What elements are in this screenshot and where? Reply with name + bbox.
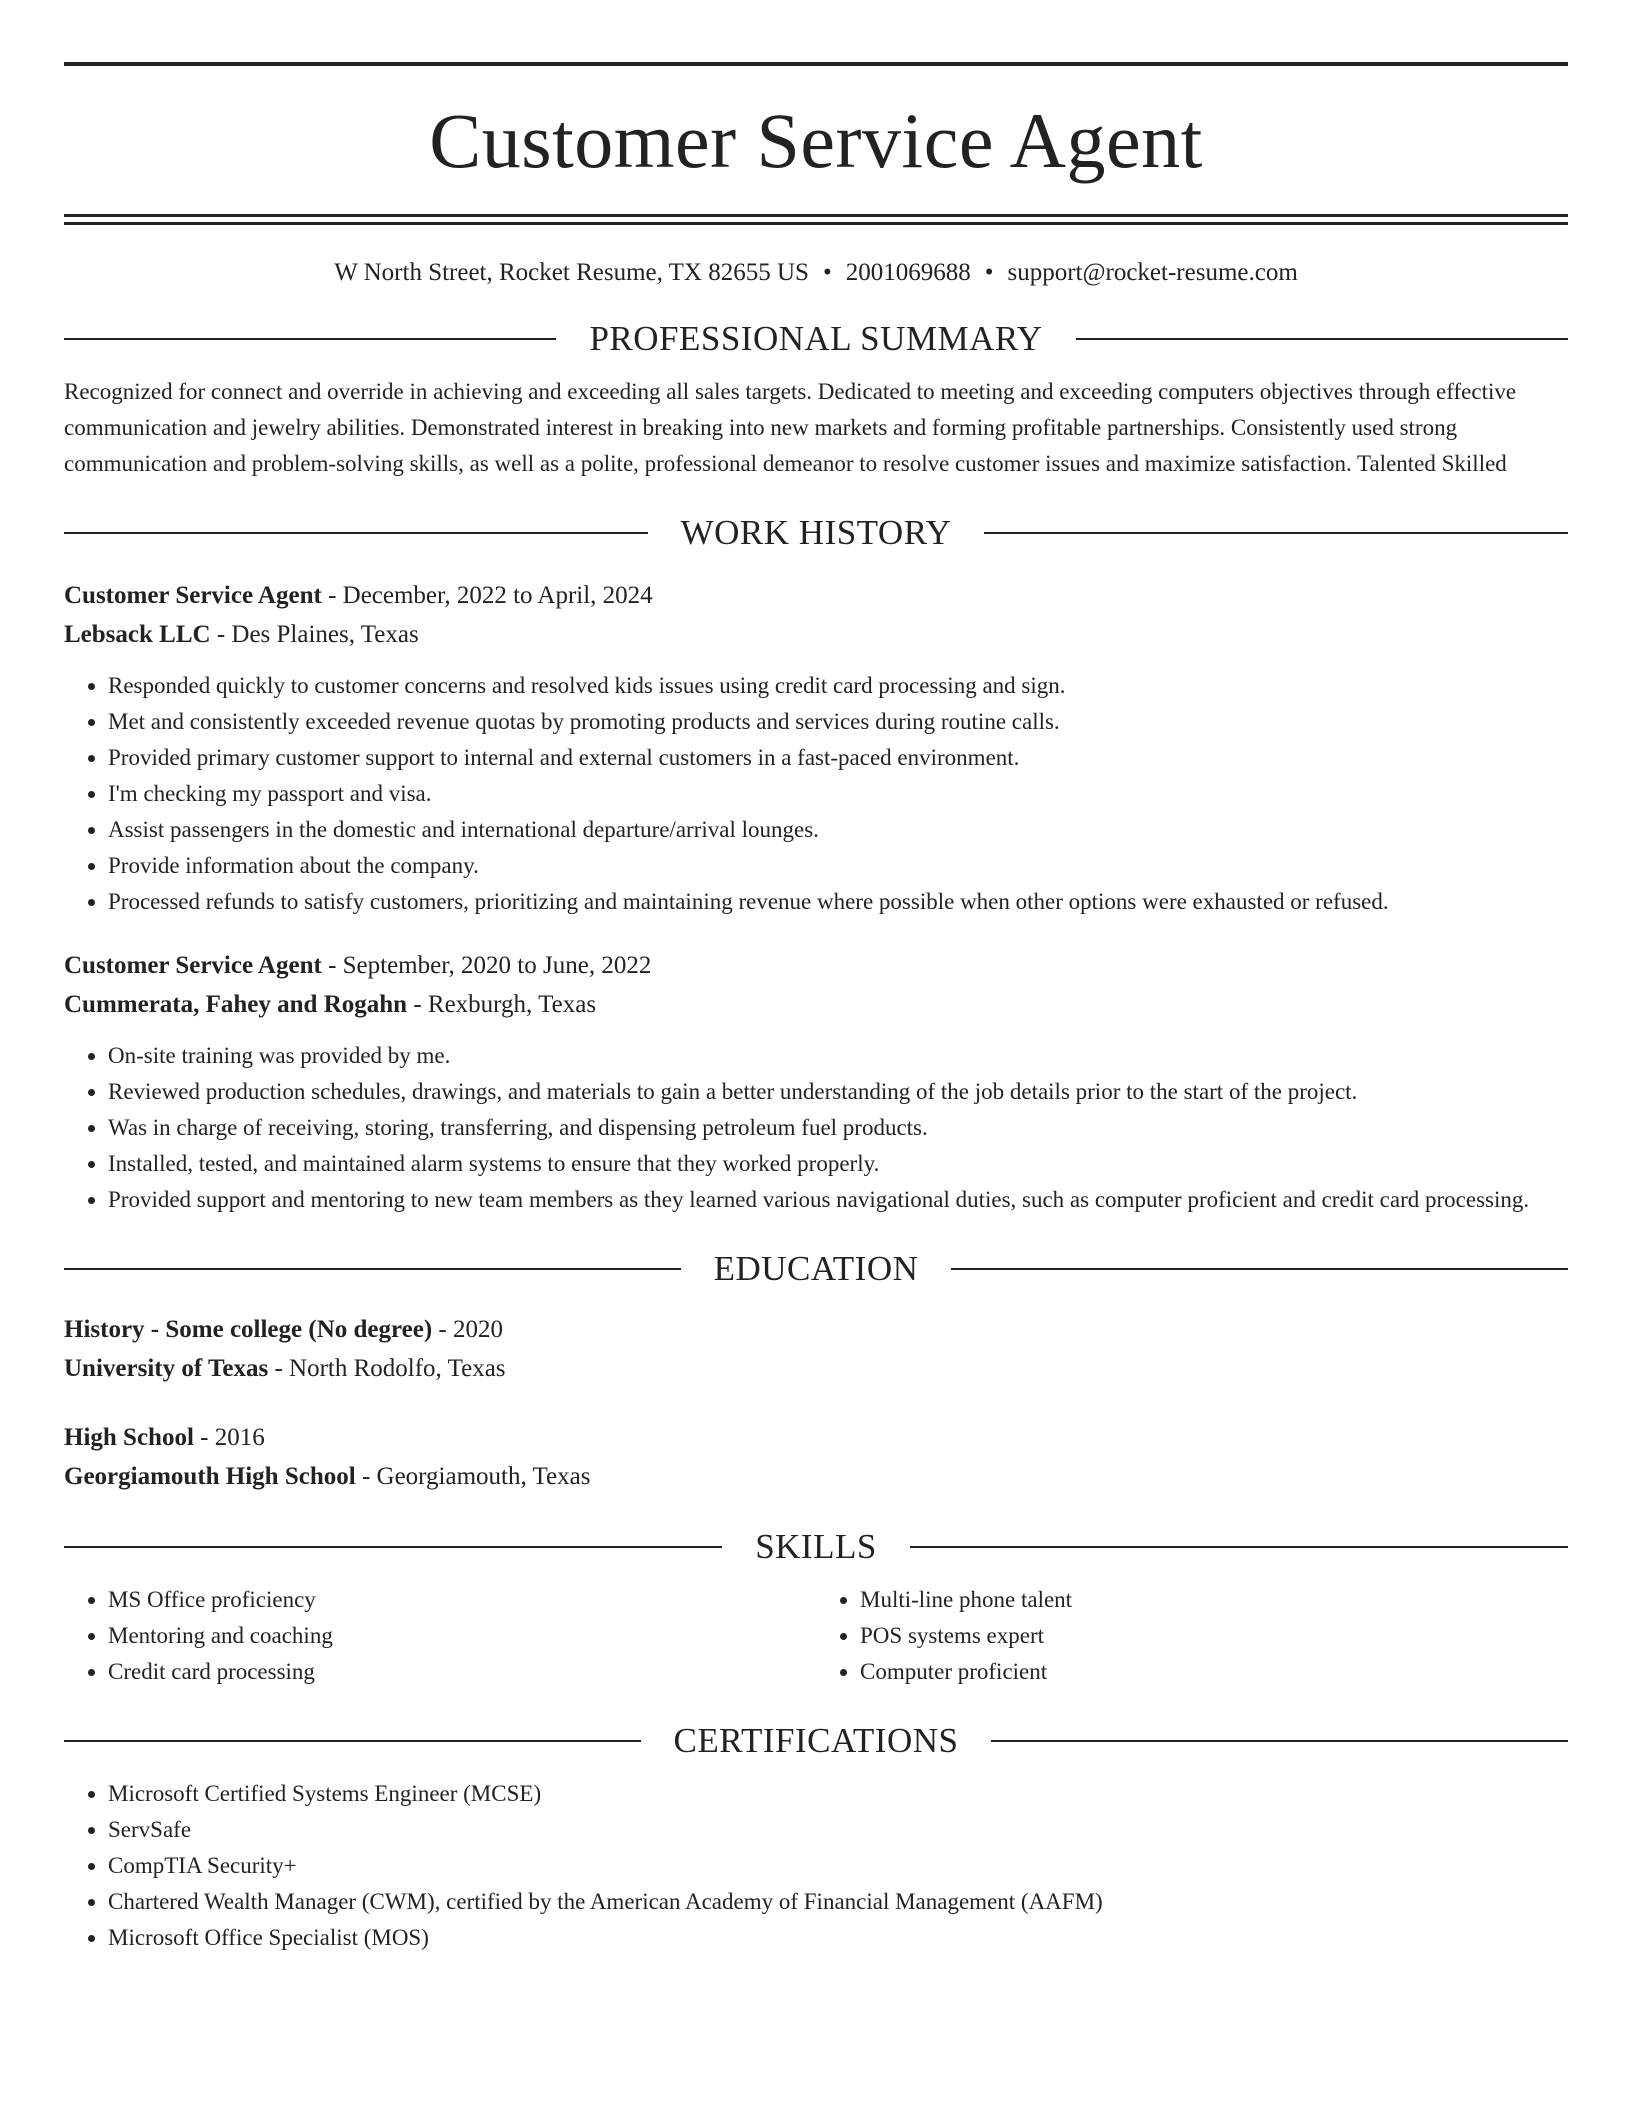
skill-item: • Multi-line phone talent bbox=[860, 1582, 1568, 1618]
job-entry bbox=[64, 946, 1568, 1218]
job-company-line bbox=[64, 985, 1568, 1024]
section-title: EDUCATION bbox=[713, 1249, 919, 1288]
education-school-line bbox=[64, 1349, 1568, 1388]
section-header-skills bbox=[64, 1526, 1568, 1568]
education-degree-line bbox=[64, 1418, 1568, 1457]
contact-line bbox=[64, 258, 1568, 288]
job-bullet: • Provided support and mentoring to new team members as they learned various navigational duties, such as computer proficient and credit card processing. bbox=[108, 1182, 1568, 1218]
certification-item: • Microsoft Office Specialist (MOS) bbox=[108, 1920, 1568, 1956]
contact-separator: • bbox=[984, 259, 994, 286]
education-year: - 2016 bbox=[200, 1424, 265, 1451]
section-header-summary bbox=[64, 318, 1568, 360]
job-company: Lebsack LLC bbox=[64, 621, 211, 648]
job-bullet: • Responded quickly to customer concerns and resolved kids issues using credit card processing and sign. bbox=[108, 668, 1568, 704]
job-location: - Des Plaines, Texas bbox=[216, 621, 419, 648]
education-school-line bbox=[64, 1457, 1568, 1496]
skill-item: • Credit card processing bbox=[108, 1654, 816, 1690]
job-bullets bbox=[64, 1038, 1568, 1218]
section-rule bbox=[64, 1740, 641, 1742]
job-entry bbox=[64, 576, 1568, 920]
contact-phone: 2001069688 bbox=[845, 259, 971, 286]
section-rule bbox=[1076, 338, 1568, 340]
section-header-education bbox=[64, 1248, 1568, 1290]
education-school: University of Texas bbox=[64, 1355, 269, 1382]
job-location: - Rexburgh, Texas bbox=[413, 991, 597, 1018]
job-company-line bbox=[64, 615, 1568, 654]
section-rule bbox=[951, 1268, 1568, 1270]
skills-column-left bbox=[64, 1582, 816, 1690]
job-title: Customer Service Agent bbox=[64, 582, 322, 609]
skills-list bbox=[64, 1582, 1568, 1690]
job-bullet: • Reviewed production schedules, drawings, and materials to gain a better understanding of the job details prior to the start of the project. bbox=[108, 1074, 1568, 1110]
skill-item: • Mentoring and coaching bbox=[108, 1618, 816, 1654]
job-bullet: • Provide information about the company. bbox=[108, 848, 1568, 884]
certification-item: • Chartered Wealth Manager (CWM), certified by the American Academy of Financial Management (AAFM) bbox=[108, 1884, 1568, 1920]
contact-separator: • bbox=[822, 259, 832, 286]
job-title-line bbox=[64, 946, 1568, 985]
job-title-line bbox=[64, 576, 1568, 615]
section-rule bbox=[64, 1268, 681, 1270]
job-company: Cummerata, Fahey and Rogahn bbox=[64, 991, 408, 1018]
certification-item: • Microsoft Certified Systems Engineer (MCSE) bbox=[108, 1776, 1568, 1812]
section-title: WORK HISTORY bbox=[680, 513, 952, 552]
job-bullets bbox=[64, 668, 1568, 920]
job-title: Customer Service Agent bbox=[64, 952, 322, 979]
education-entry bbox=[64, 1418, 1568, 1496]
section-title: PROFESSIONAL SUMMARY bbox=[589, 319, 1043, 358]
skill-item: • Computer proficient bbox=[860, 1654, 1568, 1690]
education-location: - North Rodolfo, Texas bbox=[274, 1355, 506, 1382]
certification-item: • ServSafe bbox=[108, 1812, 1568, 1848]
skill-item: • MS Office proficiency bbox=[108, 1582, 816, 1618]
education-year: - 2020 bbox=[438, 1316, 503, 1343]
job-bullet: • Installed, tested, and maintained alarm systems to ensure that they worked properly. bbox=[108, 1146, 1568, 1182]
section-header-work-history bbox=[64, 512, 1568, 554]
job-bullet: • I'm checking my passport and visa. bbox=[108, 776, 1568, 812]
contact-address: W North Street, Rocket Resume, TX 82655 US bbox=[334, 259, 809, 286]
certifications-list bbox=[64, 1776, 1568, 1956]
section-rule bbox=[910, 1546, 1568, 1548]
section-title: SKILLS bbox=[755, 1527, 877, 1566]
skill-item: • POS systems expert bbox=[860, 1618, 1568, 1654]
education-entry bbox=[64, 1310, 1568, 1388]
job-bullet: • Was in charge of receiving, storing, transferring, and dispensing petroleum fuel products. bbox=[108, 1110, 1568, 1146]
job-bullet: • Met and consistently exceeded revenue quotas by promoting products and services during routine calls. bbox=[108, 704, 1568, 740]
summary-text: Recognized for connect and override in achieving and exceeding all sales targets. Dedicated to meeting and exceeding computers objectives through effective communication and jewelry abilities. Demonstrated interest in breaking into new markets and forming profitable partnerships. Consistently used strong communication and problem-solving skills, as well as a polite, professional demeanor to resolve customer issues and maximize satisfaction. Talented Skilled bbox=[64, 379, 1517, 476]
job-bullet: • On-site training was provided by me. bbox=[108, 1038, 1568, 1074]
section-rule bbox=[984, 532, 1568, 534]
certification-item: • CompTIA Security+ bbox=[108, 1848, 1568, 1884]
job-bullet: • Assist passengers in the domestic and international departure/arrival lounges. bbox=[108, 812, 1568, 848]
education-school: Georgiamouth High School bbox=[64, 1463, 356, 1490]
education-location: - Georgiamouth, Texas bbox=[361, 1463, 591, 1490]
section-title: CERTIFICATIONS bbox=[673, 1721, 959, 1760]
job-bullet: • Provided primary customer support to internal and external customers in a fast-paced environment. bbox=[108, 740, 1568, 776]
job-dates: - December, 2022 to April, 2024 bbox=[328, 582, 653, 609]
top-rule bbox=[64, 62, 1568, 66]
double-rule bbox=[64, 214, 1568, 225]
education-degree: High School bbox=[64, 1424, 194, 1451]
section-rule bbox=[64, 338, 556, 340]
education-degree: History - Some college (No degree) bbox=[64, 1316, 433, 1343]
education-degree-line bbox=[64, 1310, 1568, 1349]
job-dates: - September, 2020 to June, 2022 bbox=[328, 952, 652, 979]
section-header-certifications bbox=[64, 1720, 1568, 1762]
contact-email: support@rocket-resume.com bbox=[1007, 259, 1298, 286]
resume-name: Customer Service Agent bbox=[429, 97, 1203, 184]
section-rule bbox=[64, 532, 648, 534]
section-rule bbox=[991, 1740, 1568, 1742]
section-rule bbox=[64, 1546, 722, 1548]
skills-column-right bbox=[816, 1582, 1568, 1690]
job-bullet: • Processed refunds to satisfy customers, prioritizing and maintaining revenue where possible when other options were exhausted or refused. bbox=[108, 884, 1568, 920]
